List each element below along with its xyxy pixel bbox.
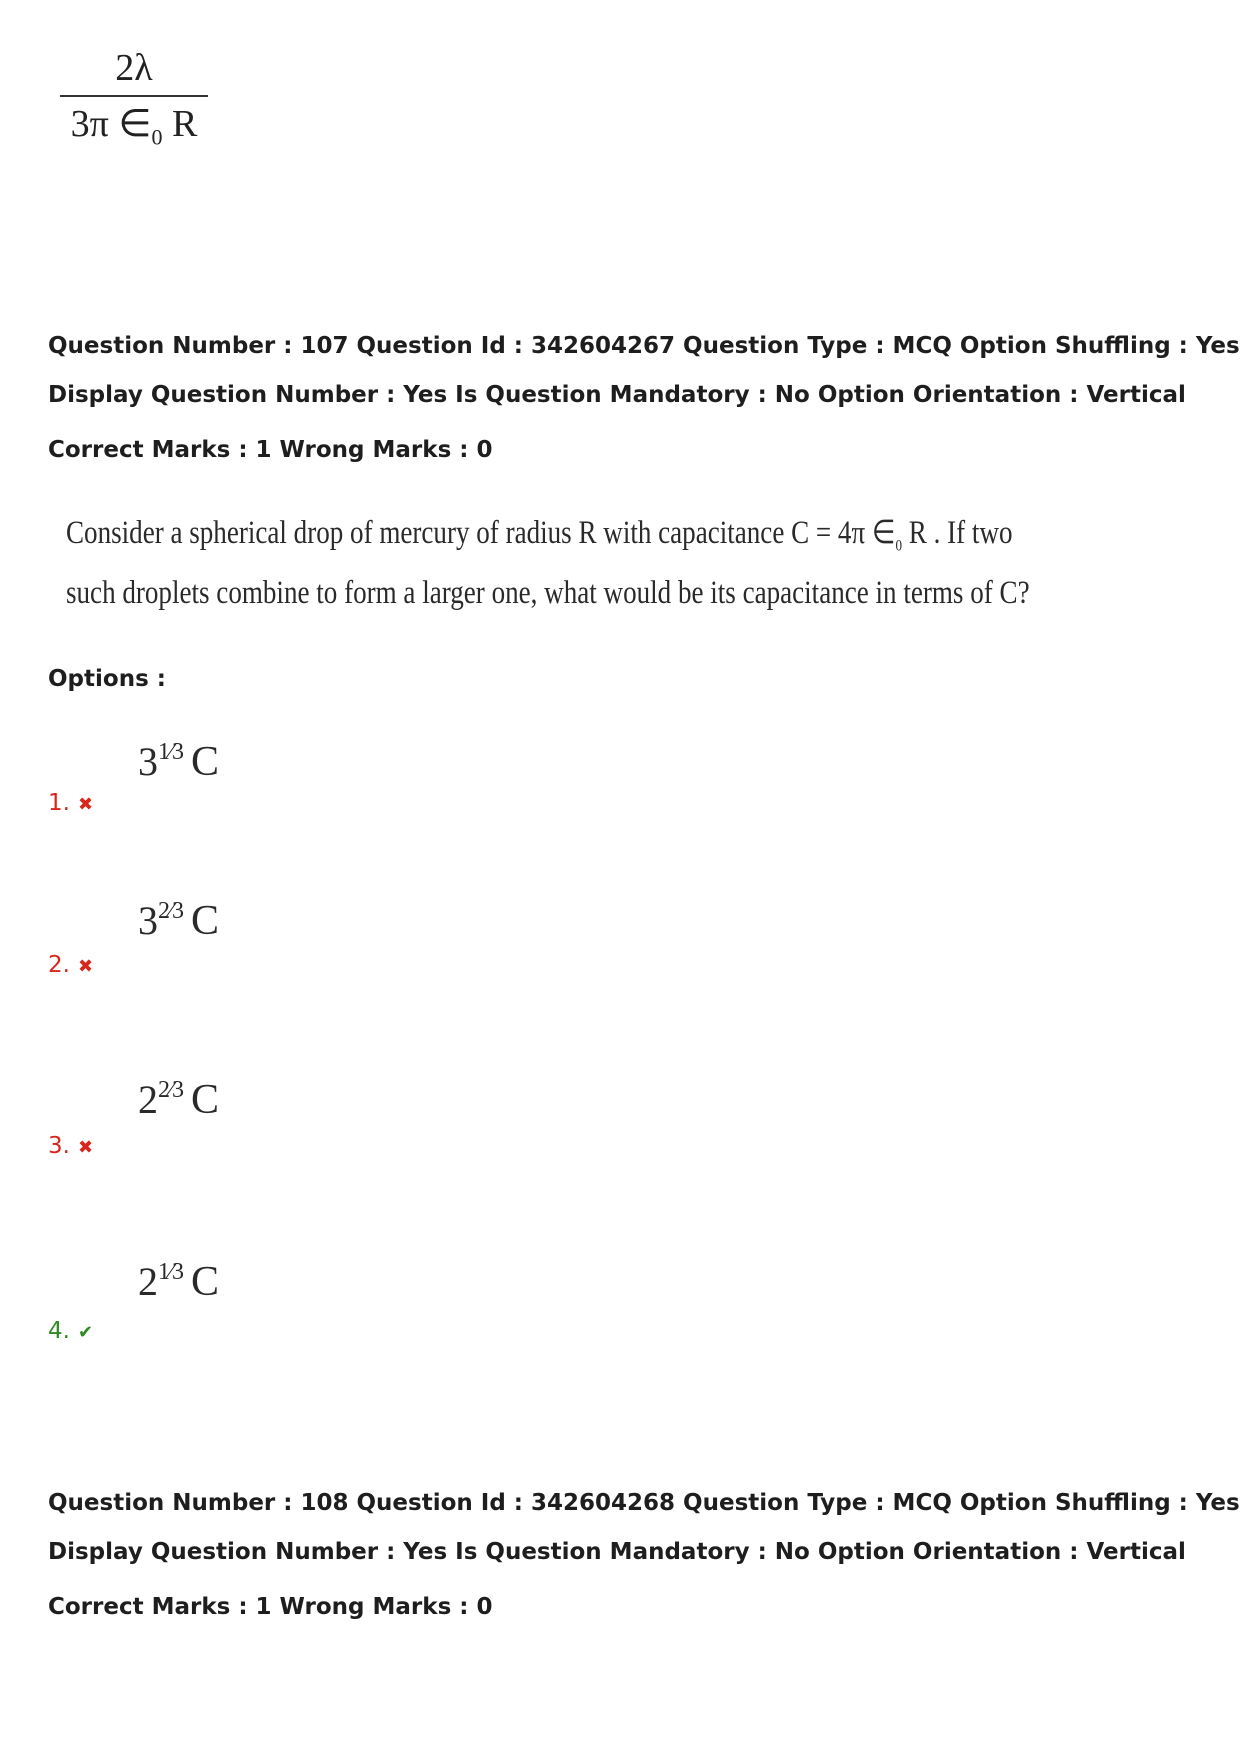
- previous-option-formula: [60, 45, 208, 161]
- option-4: 4. ✔: [48, 1318, 94, 1344]
- option-2-expression: $3^{2⁄3}$ C: [138, 898, 220, 944]
- option-2: 2. ✖: [48, 952, 94, 978]
- q107-meta-line1: Question Number : 107 Question Id : 342604267 Question Type : MCQ Option Shuffling : Yes: [48, 333, 1240, 359]
- cross-icon: ✖: [77, 794, 94, 815]
- q108-marks: Correct Marks : 1 Wrong Marks : 0: [48, 1594, 493, 1620]
- fraction-bar: [60, 95, 208, 97]
- cross-icon: ✖: [77, 1137, 94, 1158]
- option-3: 3. ✖: [48, 1133, 94, 1159]
- formula-numerator: 2λ: [115, 47, 153, 89]
- option-1: 1. ✖: [48, 790, 94, 816]
- question-stem-line2: such droplets combine to form a larger one, what would be its capacitance in terms of C?: [66, 575, 1030, 611]
- option-4-expression: $2^{1⁄3}$ C: [138, 1259, 220, 1305]
- formula-denominator: 3π $\in_0$ R: [70, 103, 198, 150]
- cross-icon: ✖: [77, 956, 94, 977]
- q107-meta-line2: Display Question Number : Yes Is Question Mandatory : No Option Orientation : Vertical: [48, 382, 1186, 408]
- option-3-expression: $2^{2⁄3}$ C: [138, 1077, 220, 1123]
- option-1-expression: $3^{1⁄3}$ C: [138, 739, 220, 785]
- options-label: Options :: [48, 666, 166, 692]
- q107-marks: Correct Marks : 1 Wrong Marks : 0: [48, 437, 493, 463]
- q108-meta-line1: Question Number : 108 Question Id : 342604268 Question Type : MCQ Option Shuffling : Yes: [48, 1490, 1240, 1516]
- q108-meta-line2: Display Question Number : Yes Is Question Mandatory : No Option Orientation : Vertical: [48, 1539, 1186, 1565]
- question-stem-line1: Consider a spherical drop of mercury of radius R with capacitance C = 4π $\in_0$ R . If two: [66, 515, 1013, 555]
- check-icon: ✔: [77, 1322, 94, 1343]
